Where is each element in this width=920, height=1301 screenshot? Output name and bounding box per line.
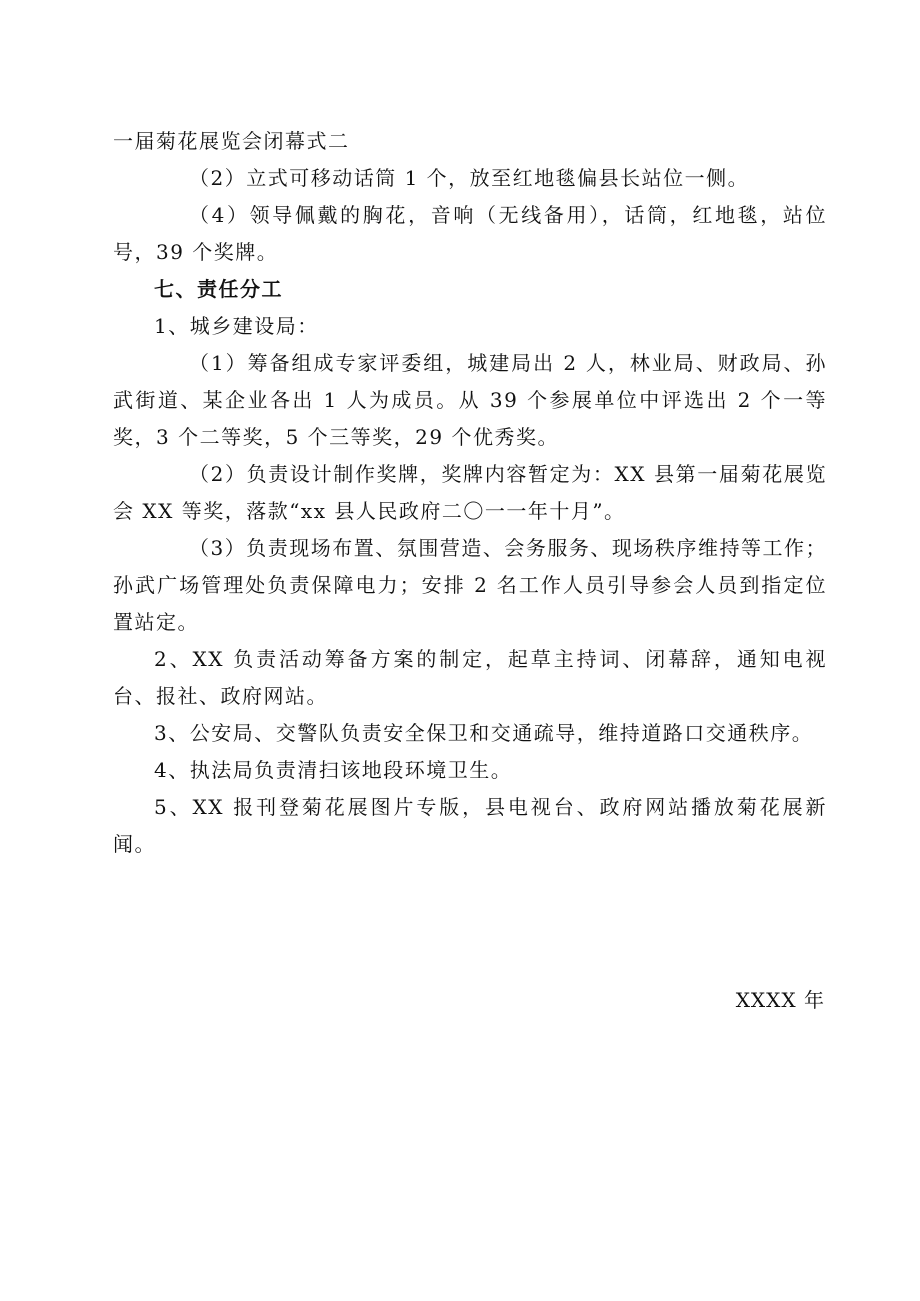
subsection-urban-construction: 1、城乡建设局： (154, 314, 319, 338)
point-2: 2、XX 负责活动筹备方案的制定，起草主持词、闭幕辞，通知电视台、报社、政府网站。 (113, 647, 827, 708)
section-heading: 七、责任分工 (154, 277, 283, 301)
continuation-line: 一届菊花展览会闭幕式二 (113, 129, 350, 153)
point-5: 5、XX 报刊登菊花展图片专版，县电视台、政府网站播放菊花展新闻。 (113, 795, 827, 856)
document-date: XXXX 年 (735, 988, 825, 1012)
item-award-plaques: （2）负责设计制作奖牌，奖牌内容暂定为：XX 县第一届菊花展览会 XX 等奖，落款“xx 县人民政府二〇一一年十月”。 (113, 462, 827, 523)
item-flowers-equipment: （4）领导佩戴的胸花，音响（无线备用），话筒，红地毯，站位号，39 个奖牌。 (113, 203, 827, 264)
item-expert-committee: （1）筹备组成专家评委组，城建局出 2 人，林业局、财政局、孙武街道、某企业各出 1 人为成员。从 39 个参展单位中评选出 2 个一等奖，3 个二等奖，5 个三等奖，29 个优秀奖。 (113, 351, 827, 449)
document-body (113, 123, 827, 863)
point-3: 3、公安局、交警队负责安全保卫和交通疏导，维持道路口交通秩序。 (154, 721, 814, 745)
item-microphone: （2）立式可移动话筒 1 个，放至红地毯偏县长站位一侧。 (189, 166, 750, 190)
item-venue-setup: （3）负责现场布置、氛围营造、会务服务、现场秩序维持等工作；孙武广场管理处负责保障电力；安排 2 名工作人员引导参会人员到指定位置站定。 (113, 536, 827, 634)
point-4: 4、执法局负责清扫该地段环境卫生。 (154, 758, 513, 782)
